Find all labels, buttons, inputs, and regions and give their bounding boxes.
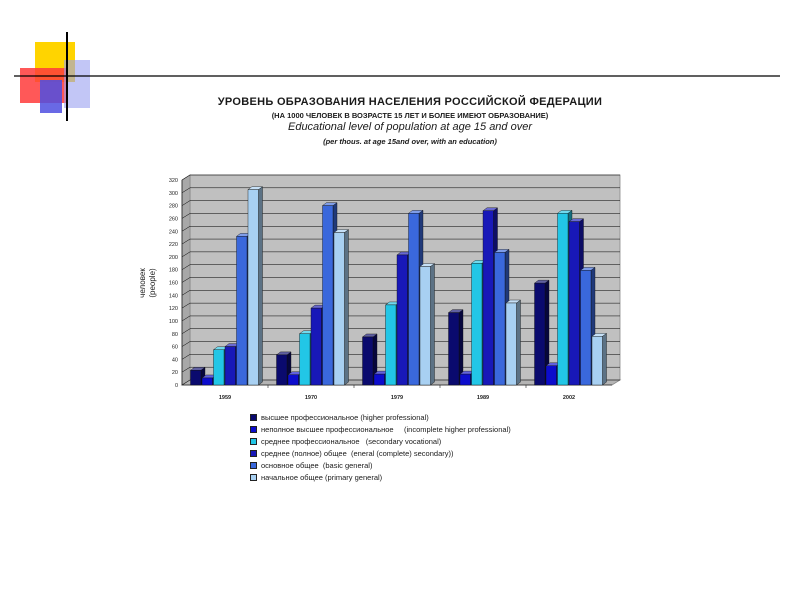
legend-label: основное общее (basic general): [261, 460, 373, 470]
y-tick-label: 0: [174, 383, 178, 389]
bar: [237, 236, 248, 385]
subtitle-ru: (НА 1000 ЧЕЛОВЕК В ВОЗРАСТЕ 15 ЛЕТ И БОЛЕЕ ИМЕЮТ ОБРАЗОВАНИЕ): [271, 111, 549, 120]
y-tick-label: 260: [168, 216, 178, 223]
y-tick-label: 220: [168, 242, 178, 249]
bar: [397, 255, 408, 385]
title-en: Educational level of population at age 15 and over: [287, 121, 532, 133]
y-axis-label: человек: [138, 268, 147, 298]
y-tick-label: 120: [168, 306, 178, 313]
legend-item: [250, 411, 511, 423]
bar: [277, 355, 288, 385]
legend-label: среднее (полное) общее (eneral (complete) secondary)): [261, 448, 454, 458]
bar-side: [345, 230, 349, 385]
y-tick-label: 140: [168, 293, 178, 300]
bar: [323, 206, 334, 385]
y-tick-label: 80: [171, 331, 178, 338]
x-tick-label: 1959: [218, 395, 232, 401]
y-tick-label: 100: [168, 318, 178, 325]
legend-swatch: [250, 438, 257, 445]
y-tick-label: 20: [171, 370, 178, 377]
legend-item: [250, 423, 511, 435]
x-tick-label: 1979: [390, 395, 404, 401]
y-axis-label: (people): [148, 268, 157, 298]
y-tick-label: 160: [168, 280, 178, 287]
bar: [374, 374, 385, 385]
bar: [581, 270, 592, 385]
bar: [483, 211, 494, 385]
legend-swatch: [250, 462, 257, 469]
bar: [506, 303, 517, 385]
bar: [409, 213, 420, 385]
bar-side: [603, 333, 607, 385]
bar: [535, 283, 546, 385]
bar: [460, 374, 471, 385]
legend-item: [250, 471, 511, 483]
y-tick-label: 240: [168, 229, 178, 236]
bar: [495, 252, 506, 385]
x-tick-label: 2002: [562, 395, 576, 401]
legend-swatch: [250, 474, 257, 481]
title-ru: УРОВЕНЬ ОБРАЗОВАНИЯ НАСЕЛЕНИЯ РОССИЙСКОЙ ФЕДЕРАЦИИ: [217, 96, 603, 108]
legend-label: начальное общее (primary general): [261, 472, 383, 482]
bar: [311, 308, 322, 385]
chart-legend: [250, 411, 511, 483]
bar: [300, 334, 311, 385]
subtitle-en: (per thous. at age 15and over, with an education): [323, 137, 497, 146]
bar: [420, 266, 431, 385]
x-tick-label: 1989: [476, 395, 490, 401]
x-tick-label: 1970: [304, 395, 318, 401]
legend-label: неполное высшее профессиональное (incomplete higher professional): [261, 424, 511, 434]
y-tick-label: 320: [168, 178, 178, 184]
bar: [214, 350, 225, 385]
bar-side: [259, 187, 263, 385]
legend-swatch: [250, 426, 257, 433]
bar: [191, 370, 202, 385]
bar: [202, 378, 213, 385]
legend-swatch: [250, 450, 257, 457]
bar: [248, 190, 259, 385]
legend-swatch: [250, 414, 257, 421]
bar: [334, 233, 345, 385]
bar: [386, 305, 397, 385]
bar-side: [431, 263, 435, 385]
bar: [363, 337, 374, 385]
legend-label: среднее профессиональное (secondary vocational): [261, 436, 442, 446]
legend-item: [250, 459, 511, 471]
bar: [546, 366, 557, 385]
legend-item: [250, 435, 511, 447]
legend-item: [250, 447, 511, 459]
y-tick-label: 60: [171, 344, 178, 351]
bar: [449, 313, 460, 385]
bar: [472, 263, 483, 385]
bar: [592, 336, 603, 385]
bar: [225, 347, 236, 385]
y-tick-label: 200: [168, 254, 178, 261]
bar-side: [517, 300, 521, 385]
bar: [558, 213, 569, 385]
legend-label: высшее профессиональное (higher professional): [261, 412, 429, 422]
y-tick-label: 40: [171, 357, 178, 364]
y-tick-label: 280: [168, 203, 178, 210]
y-tick-label: 300: [168, 190, 178, 197]
y-tick-label: 180: [168, 267, 178, 274]
bar: [569, 222, 580, 385]
bar: [288, 375, 299, 385]
